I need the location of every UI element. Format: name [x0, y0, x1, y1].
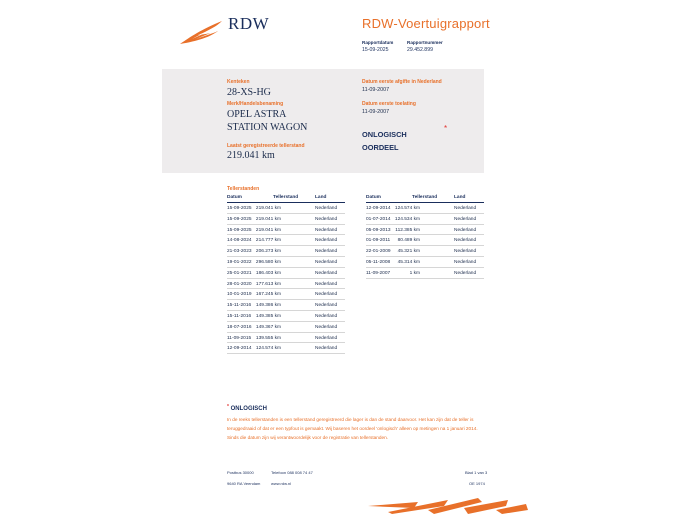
cell-km: 80.489 km — [397, 238, 420, 244]
cell-land: Nederland — [454, 259, 477, 265]
table-row — [227, 268, 345, 279]
plate-label: Kenteken — [227, 79, 250, 85]
readings-table-right — [366, 195, 484, 279]
readings-title: Tellerstanden — [227, 186, 260, 192]
cell-land: Nederland — [315, 259, 338, 265]
table-header — [366, 195, 484, 203]
cell-km: 149.385 km — [255, 313, 281, 319]
table-row — [227, 311, 345, 322]
verdict-line-1: ONLOGISCH — [362, 130, 407, 139]
cell-date: 01-07-2014 — [366, 216, 391, 222]
first-admission-value: 11-09-2007 — [362, 109, 390, 115]
cell-km: 206.273 km — [255, 249, 281, 255]
cell-land: Nederland — [315, 335, 338, 341]
first-registration-nl-label: Datum eerste afgifte in Nederland — [362, 79, 442, 85]
cell-land: Nederland — [315, 216, 338, 222]
cell-km: 149.386 km — [255, 303, 281, 309]
header-km: Tellerstand — [412, 195, 438, 200]
cell-km: 45.321 km — [397, 249, 420, 255]
table-row — [366, 214, 484, 225]
header-date: Datum — [366, 195, 381, 200]
cell-km: 124.534 km — [394, 216, 420, 222]
cell-date: 12-09-2014 — [227, 346, 252, 352]
odometer-value: 219.041 km — [227, 150, 275, 161]
cell-km: 112.385 km — [395, 227, 420, 233]
table-row — [227, 246, 345, 257]
footnote-star-icon: * — [227, 404, 229, 410]
footnote-title — [227, 404, 267, 412]
report-title: RDW-Voertuigrapport — [362, 16, 490, 31]
cell-date: 12-09-2014 — [366, 206, 391, 211]
cell-km: 219.041 km — [255, 206, 281, 211]
cell-land: Nederland — [315, 227, 338, 233]
cell-land: Nederland — [454, 227, 477, 233]
table-header — [227, 195, 345, 203]
table-row — [227, 214, 345, 225]
cell-km: 186.403 km — [255, 270, 281, 276]
table-row — [227, 257, 345, 268]
cell-date: 10-01-2019 — [227, 292, 252, 298]
cell-date: 05-09-2013 — [366, 227, 391, 233]
header-land: Land — [315, 195, 327, 200]
table-row — [227, 225, 345, 236]
cell-km: 296.580 km — [255, 259, 281, 265]
cell-date: 15-09-2025 — [227, 227, 252, 233]
brand-name: RDW — [228, 14, 270, 33]
cell-date: 11-09-2015 — [227, 335, 252, 341]
header-land: Land — [454, 195, 466, 200]
odometer-label: Laatst geregistreerde tellerstand — [227, 143, 305, 149]
header-date: Datum — [227, 195, 242, 200]
cell-land: Nederland — [315, 270, 338, 276]
footnote-title-text: ONLOGISCH — [230, 406, 267, 412]
cell-date: 11-09-2007 — [366, 270, 391, 276]
footnote-text: In de reeks tellerstanden is een tellerstand geregistreerd die lager is dan de stand daarvoor. Het kan zijn dat de teller is teruggedraaid of dat er een typfout is gemaakt. Wij baseren het oordeel 'onlogisch' alleen op metingen na 1 januari 2014. Sinds die datum zijn wij verantwoordelijk voor de registratie van tellerstanden. — [227, 417, 478, 441]
cell-date: 25-01-2021 — [227, 270, 252, 276]
make-line-2: STATION WAGON — [227, 122, 308, 133]
table-row — [227, 235, 345, 246]
table-row — [366, 246, 484, 257]
footer-phone: Telefoon 088 008 74 47 — [271, 470, 313, 475]
cell-land: Nederland — [315, 346, 338, 352]
cell-km: 1 km — [409, 270, 420, 276]
verdict-star-icon: * — [444, 124, 448, 133]
footer-address-1: Postbus 30000 — [227, 470, 254, 475]
rdw-logo-icon — [178, 17, 226, 47]
header-km: Tellerstand — [273, 195, 299, 200]
table-row — [227, 333, 345, 344]
cell-land: Nederland — [315, 238, 338, 244]
footer-web[interactable]: www.rdw.nl — [271, 481, 292, 486]
table-row — [227, 343, 345, 354]
cell-date: 14-08-2024 — [227, 238, 252, 244]
footer-page: Blad 1 van 3 — [465, 470, 488, 475]
cell-date: 01-09-2011 — [366, 238, 391, 244]
cell-land: Nederland — [315, 206, 338, 211]
cell-km: 177.613 km — [255, 281, 281, 287]
table-row — [366, 235, 484, 246]
make-line-1: OPEL ASTRA — [227, 109, 287, 120]
verdict — [362, 128, 407, 154]
cell-km: 214.777 km — [255, 238, 281, 244]
table-row — [227, 289, 345, 300]
table-row — [227, 322, 345, 333]
cell-date: 28-01-2020 — [227, 281, 252, 287]
cell-land: Nederland — [315, 324, 338, 330]
cell-land: Nederland — [315, 292, 338, 298]
cell-km: 139.555 km — [255, 335, 281, 341]
plate-value: 28-XS-HG — [227, 87, 271, 98]
cell-land: Nederland — [454, 270, 477, 276]
first-admission-label: Datum eerste toelating — [362, 101, 416, 107]
cell-date: 22-01-2009 — [366, 249, 391, 255]
cell-land: Nederland — [454, 238, 477, 244]
cell-date: 15-11-2016 — [227, 303, 252, 309]
make-label: Merk/Handelsbenaming — [227, 101, 284, 107]
table-row — [227, 279, 345, 290]
cell-km: 149.367 km — [255, 324, 281, 330]
cell-km: 124.574 km — [255, 346, 281, 352]
cell-land: Nederland — [315, 313, 338, 319]
cell-land: Nederland — [454, 249, 477, 255]
cell-km: 45.314 km — [397, 259, 420, 265]
cell-land: Nederland — [315, 281, 338, 287]
cell-date: 15-09-2025 — [227, 216, 252, 222]
table-row — [366, 203, 484, 214]
report-number-label: Rapportnummer — [407, 40, 443, 45]
cell-date: 15-09-2025 — [227, 206, 252, 211]
table-row — [366, 257, 484, 268]
footer-code: OE 1974 — [469, 481, 485, 486]
cell-land: Nederland — [315, 249, 338, 255]
report-date-label: Rapportdatum — [362, 40, 394, 45]
footer-address-2: 9640 RA Veendam — [227, 481, 261, 486]
cell-km: 219.041 km — [255, 216, 281, 222]
cell-km: 124.574 km — [394, 206, 420, 211]
report-date: 15-09-2025 — [362, 47, 389, 53]
table-row — [366, 268, 484, 279]
cell-date: 19-01-2022 — [227, 259, 252, 265]
footer-stripes-icon — [368, 496, 528, 514]
readings-table-left — [227, 195, 345, 354]
table-row — [227, 300, 345, 311]
cell-land: Nederland — [454, 216, 477, 222]
cell-km: 219.041 km — [255, 227, 281, 233]
cell-date: 21-03-2023 — [227, 249, 252, 255]
verdict-line-2: OORDEEL — [362, 143, 399, 152]
cell-land: Nederland — [315, 303, 338, 309]
first-registration-nl-value: 11-09-2007 — [362, 87, 390, 93]
cell-land: Nederland — [454, 206, 477, 211]
cell-date: 15-11-2016 — [227, 313, 252, 319]
cell-km: 167.245 km — [255, 292, 281, 298]
table-row — [366, 225, 484, 236]
cell-date: 18-07-2016 — [227, 324, 252, 330]
table-row — [227, 203, 345, 214]
report-number: 29.452.899 — [407, 47, 433, 53]
cell-date: 05-11-2008 — [366, 259, 391, 265]
